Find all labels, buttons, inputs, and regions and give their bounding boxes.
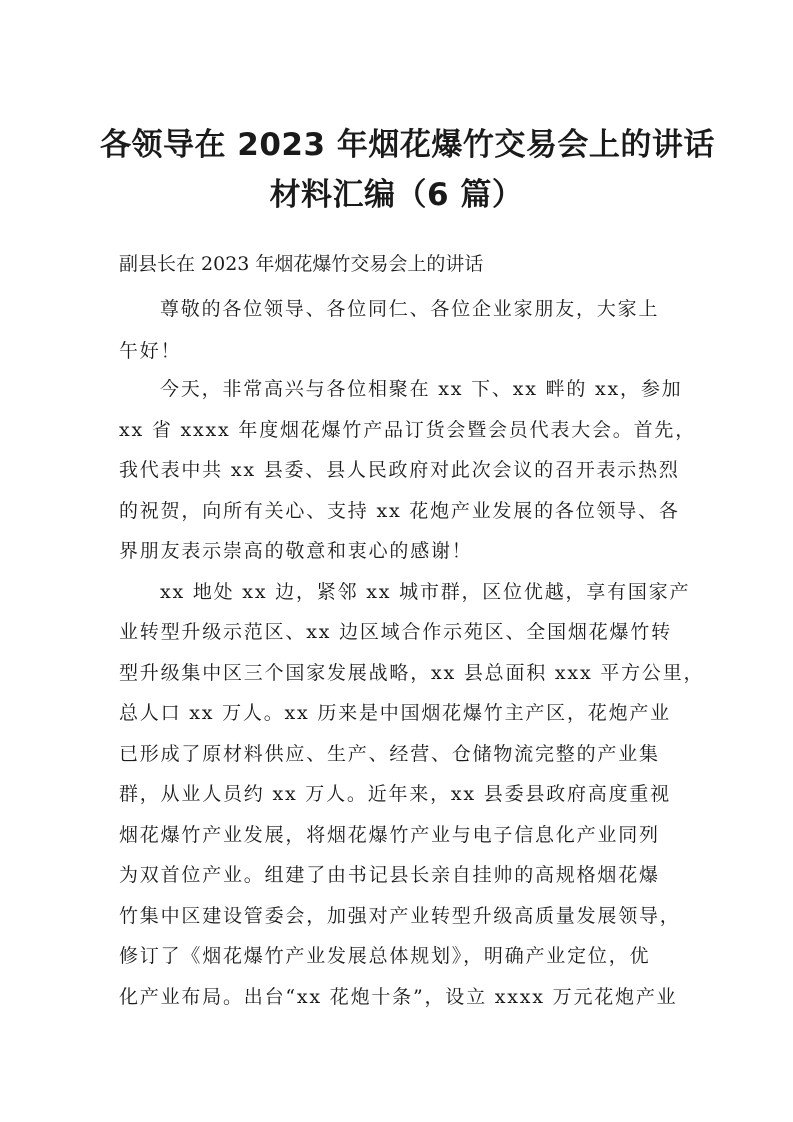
paragraph-line: 竹集中区建设管委会，加强对产业转型升级高质量发展领导， (119, 905, 681, 927)
paragraph-line: 为双首位产业。组建了由书记县长亲自挂帅的高规格烟花爆 (119, 864, 660, 886)
paragraph-line: 业转型升级示范区、xx 边区域合作示苑区、全国烟花爆竹转 (119, 621, 672, 643)
paragraph-line: 群，从业人员约 xx 万人。近年来，xx 县委县政府高度重视 (119, 783, 671, 805)
document-title-line-1: 各领导在 2023 年烟花爆竹交易会上的讲话 (100, 127, 715, 163)
paragraph-line: 烟花爆竹产业发展，将烟花爆竹产业与电子信息化产业同列 (119, 824, 660, 846)
paragraph-line: 今天，非常高兴与各位相聚在 xx 下、xx 畔的 xx，参加 (160, 378, 683, 400)
paragraph-line: 已形成了原材料供应、生产、经营、仓储物流完整的产业集 (119, 743, 660, 765)
paragraph-line: 型升级集中区三个国家发展战略，xx 县总面积 xxx 平方公里， (119, 662, 705, 684)
paragraph-line: 化产业布局。出台“xx 花炮十条”，设立 xxxx 万元花炮产业 (119, 986, 678, 1008)
paragraph-line: 尊敬的各位领导、各位同仁、各位企业家朋友，大家上 (160, 298, 660, 320)
paragraph-line: 界朋友表示崇高的敬意和衷心的感谢！ (119, 540, 473, 562)
document-title-line-2: 材料汇编（6 篇） (269, 177, 524, 213)
paragraph-line: xx 地处 xx 边，紧邻 xx 城市群，区位优越，享有国家产 (160, 581, 691, 603)
paragraph-line: 修订了《烟花爆竹产业发展总体规划》，明确产业定位，优 (119, 945, 651, 967)
paragraph-line: 总人口 xx 万人。xx 历来是中国烟花爆竹主产区，花炮产业 (119, 702, 671, 724)
paragraph-line: 的祝贺，向所有关心、支持 xx 花炮产业发展的各位领导、各 (119, 500, 680, 522)
paragraph-line: 午好！ (119, 340, 182, 362)
section-heading: 副县长在 2023 年烟花爆竹交易会上的讲话 (119, 253, 484, 275)
paragraph-line: 我代表中共 xx 县委、县人民政府对此次会议的召开表示热烈 (119, 459, 680, 481)
paragraph-line: xx 省 xxxx 年度烟花爆竹产品订货会暨会员代表大会。首先， (119, 419, 697, 441)
